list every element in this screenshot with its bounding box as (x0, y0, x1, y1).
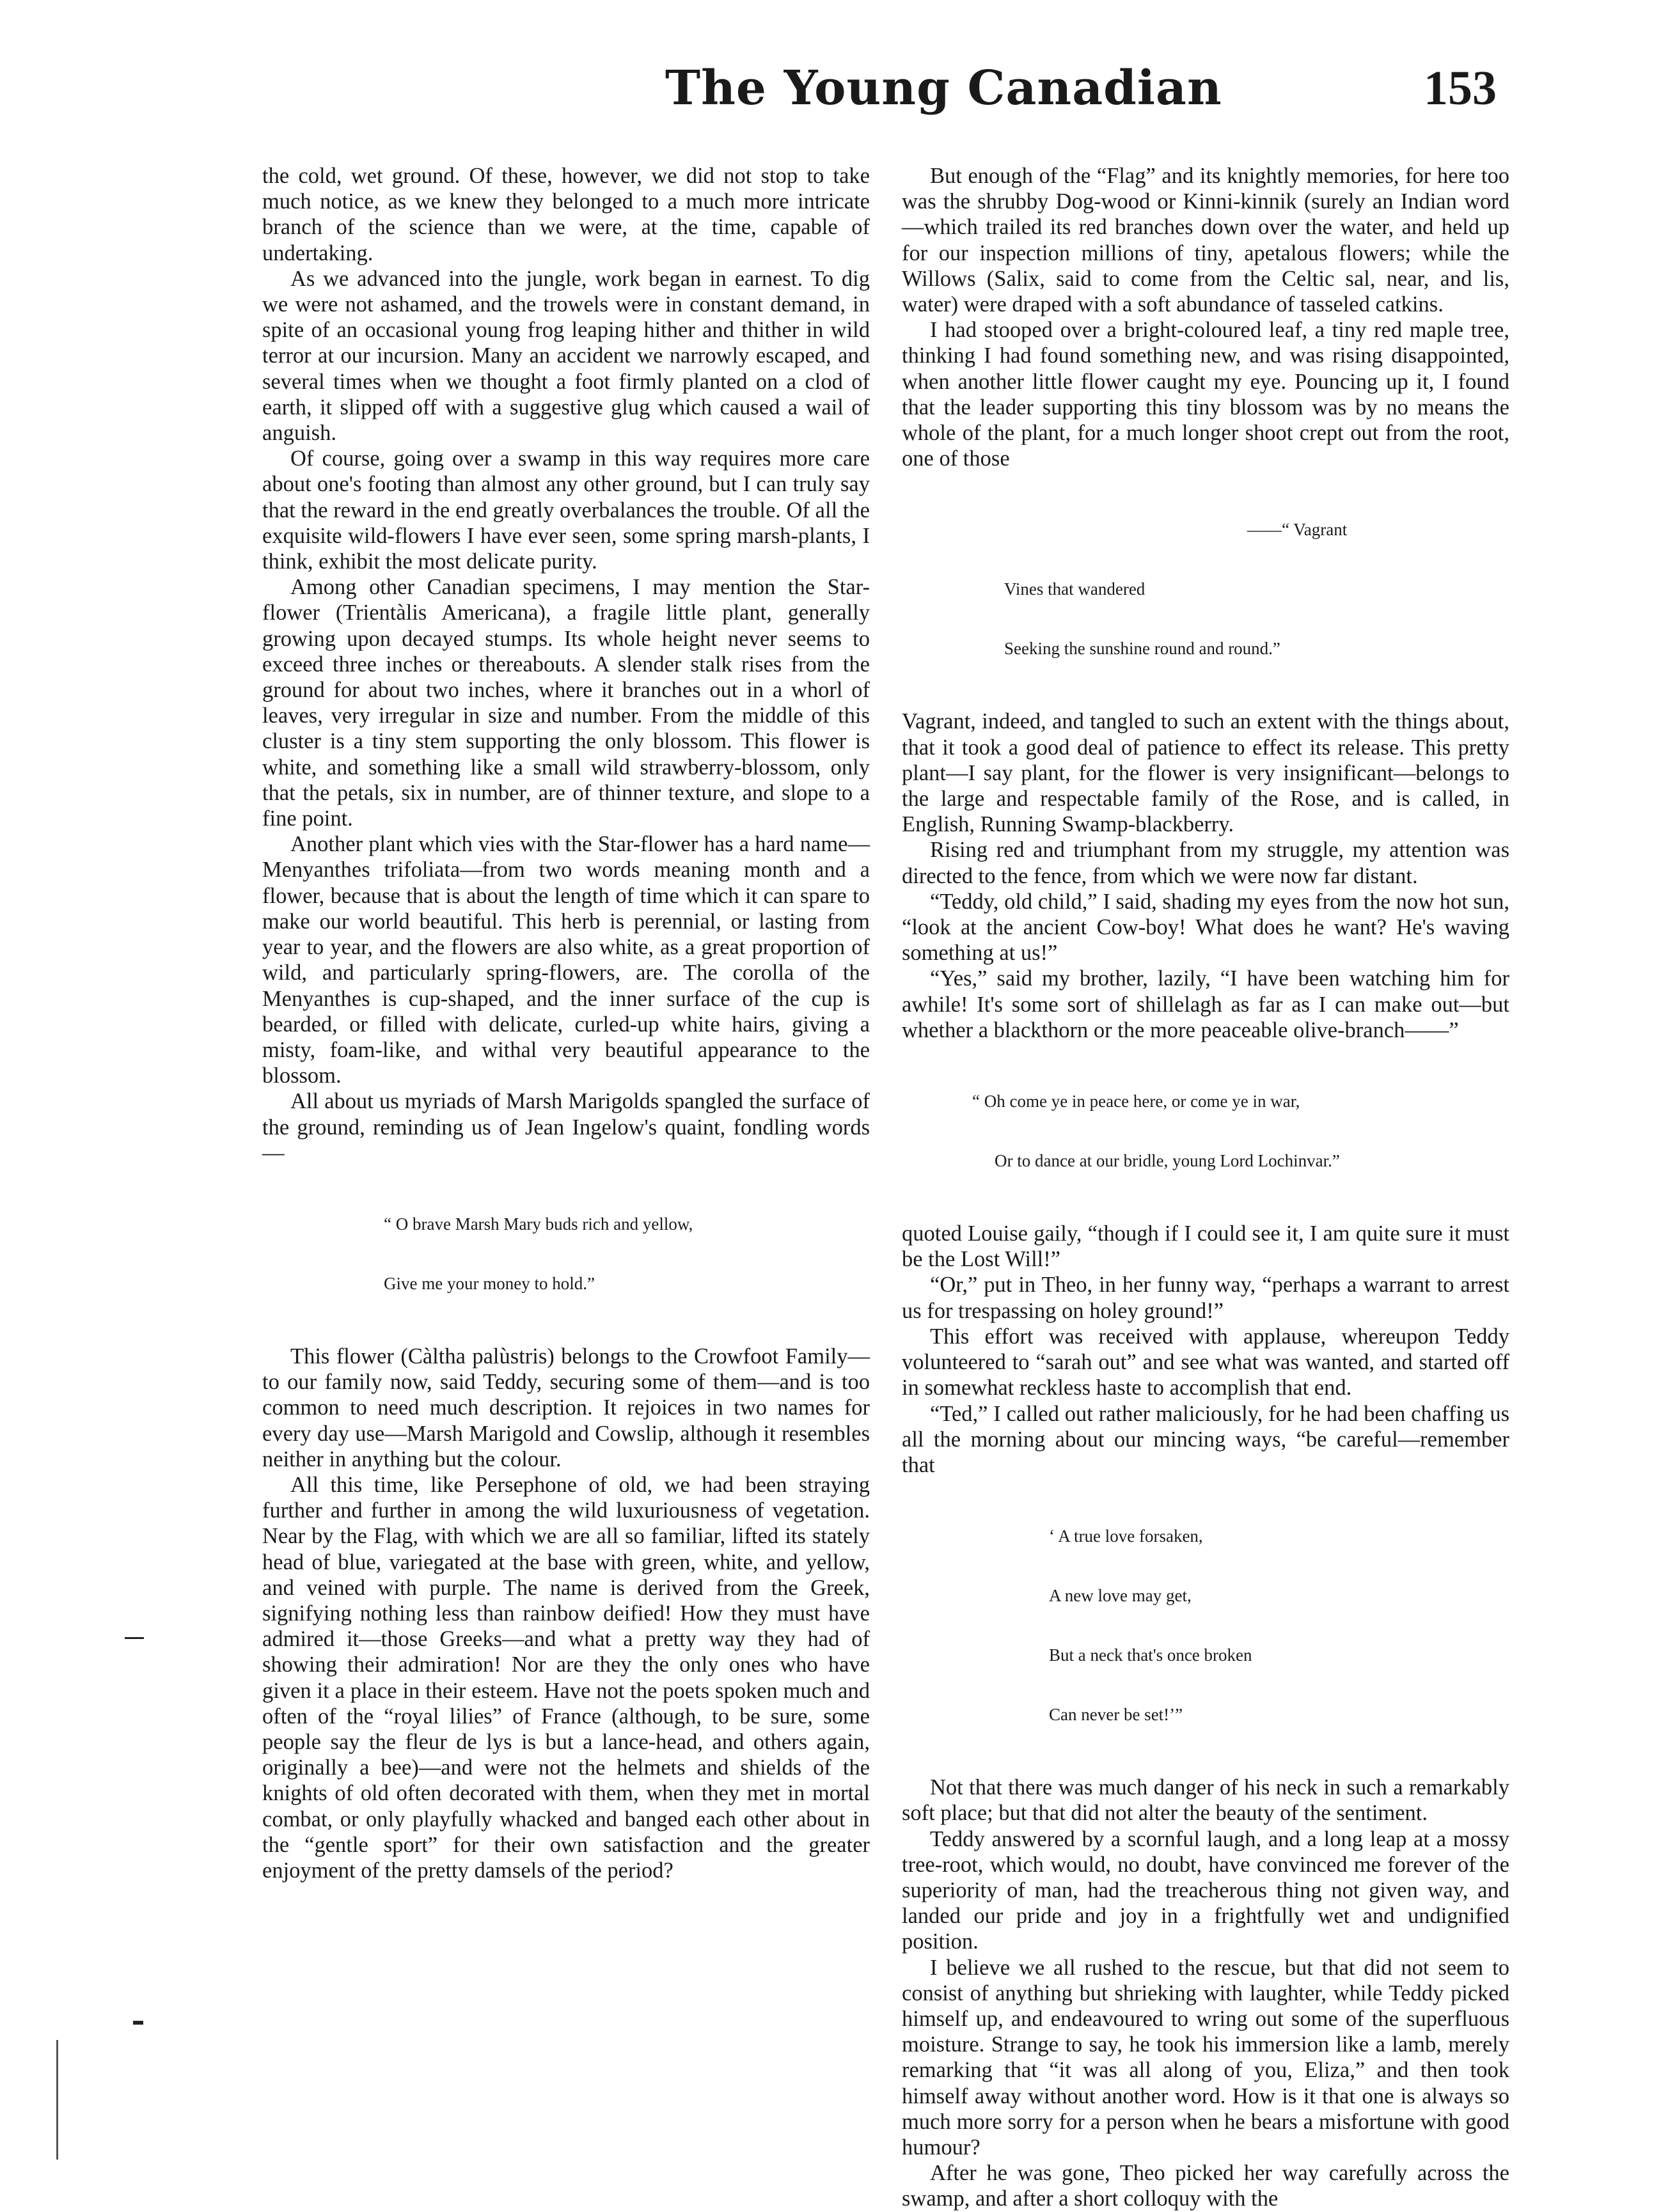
paragraph: Among other Canadian specimens, I may mention the Star-flower (Trientàlis Americana), a fragile little plant, generally growing upon decayed stumps. Its whole height never seems to exceed three inches or thereabouts. A slender stalk rises from the ground for about two inches, where it branches out in a whorl of leaves, very irregular in size and number. From the middle of this cluster is a tiny stem supporting the only blossom. This flower is white, and something like a small wild strawberry-blossom, only that the petals, six in number, are of thinner texture, and slope to a fine point. (262, 575, 870, 831)
paragraph: “Or,” put in Theo, in her funny way, “perhaps a warrant to arrest us for trespassing on holey ground!” (902, 1273, 1509, 1323)
paragraph: This effort was received with applause, whereupon Teddy volunteered to “sarah out” and see what was wanted, and started off in somewhat reckless haste to accomplish that end. (902, 1324, 1509, 1400)
verse-line: A new love may get, (1049, 1586, 1192, 1606)
left-column (262, 163, 870, 1883)
paragraph: Of course, going over a swamp in this way requires more care about one's footing than almost any other ground, but I can truly say that the reward in the end greatly overbalances the trouble. Of all the exquisite wild-flowers I have ever seen, some spring marsh-plants, I think, exhibit the most delicate purity. (262, 446, 870, 574)
scan-mark (56, 2040, 58, 2160)
verse-line: Seeking the sunshine round and round.” (1004, 639, 1280, 659)
paragraph: But enough of the “Flag” and its knightly memories, for here too was the shrubby Dog-wood or Kinni-kinnik (surely an Indian word—which trailed its red branches down over the water, and held up for our inspection millions of tiny, apetalous flowers; while the Willows (Salix, said to come from the Celtic sal, near, and lis, water) were draped with a soft abundance of tasseled catkins. (902, 164, 1509, 317)
verse-line: “ O brave Marsh Mary buds rich and yellow, (384, 1214, 693, 1234)
verse-quote (262, 1175, 870, 1333)
page-number: 153 (1424, 61, 1497, 115)
verse-line: ——“ Vagrant (1247, 520, 1348, 540)
paragraph: quoted Louise gaily, “though if I could see it, I am quite sure it must be the Lost Will!” (902, 1221, 1509, 1272)
paragraph: Teddy answered by a scornful laugh, and a long leap at a mossy tree-root, which would, no doubt, have convinced me forever of the superiority of man, had the treacherous thing not given way, and landed our pride and joy in a frightfully wet and undignified position. (902, 1826, 1509, 1954)
paragraph: This flower (Càltha palùstris) belongs to the Crowfoot Family—to our family now, said Teddy, securing some of them—and is too common to need much description. It rejoices in two names for every day use—Marsh Marigold and Cowslip, although it resembles neither in anything but the colour. (262, 1344, 870, 1471)
page-header (256, 61, 1503, 137)
paragraph: After he was gone, Theo picked her way carefully across the swamp, and after a short colloquy with the (902, 2161, 1509, 2211)
verse-line: Can never be set!’” (1049, 1705, 1183, 1725)
scan-mark (125, 1637, 144, 1639)
paragraph: All this time, like Persephone of old, we had been straying further and further in among the wild luxuriousness of vegetation. Near by the Flag, with which we are all so familiar, lifted its stately head of blue, variegated at the base with green, white, and yellow, and veined with purple. The name is derived from the Greek, signifying nothing less than rainbow deified! How they must have admired it—those Greeks—and what a pretty way they had of showing their admiration! Nor are they the only ones who have given it a place in their esteem. Have not the poets spoken much and often of the “royal lilies” of France (although, to be sure, some people say the fleur de lys is but a lance-head, and others again, originally a bee)—and were not the helmets and shields of the knights of old often decorated with them, when they met in mortal combat, or only playfully whacked and banged each other about in the “gentle sport” for their own satisfaction and the greater enjoyment of the pretty damsels of the period? (262, 1472, 870, 1883)
verse-line: Give me your money to hold.” (384, 1273, 595, 1293)
paragraph: As we advanced into the jungle, work began in earnest. To dig we were not ashamed, and the trowels were in constant demand, in spite of an occasional young frog leaping hither and thither in wild terror at our incursion. Many an accident we narrowly escaped, and several times when we thought a foot firmly planted on a clod of earth, it slipped off with a suggestive glug which caused a wail of anguish. (262, 266, 870, 446)
verse-line: Or to dance at our bridle, young Lord Lochinvar.” (995, 1151, 1340, 1171)
verse-quote (902, 1487, 1509, 1764)
scan-mark (133, 2021, 143, 2025)
right-column (902, 163, 1509, 2212)
paragraph: Not that there was much danger of his neck in such a remarkably soft place; but that did not alter the beauty of the sentiment. (902, 1775, 1509, 1826)
paragraph: Vagrant, indeed, and tangled to such an extent with the things about, that it took a good deal of patience to effect its release. This pretty plant—I say plant, for the flower is very insignificant—belongs to the large and respectable family of the Rose, and is called, in English, Running Swamp-blackberry. (902, 709, 1509, 837)
verse-line: ‘ A true love forsaken, (1049, 1526, 1203, 1546)
paragraph: the cold, wet ground. Of these, however, we did not stop to take much notice, as we knew they belonged to a much more intricate branch of the science than we were, at the time, capable of undertaking. (262, 164, 870, 265)
verse-line: Vines that wandered (1004, 579, 1146, 599)
paragraph: I had stooped over a bright-coloured leaf, a tiny red maple tree, thinking I had found something new, and was rising disappointed, when another little flower caught my eye. Pouncing up it, I found that the leader supporting this tiny blossom was by no means the whole of the plant, for a much longer shoot crept out from the root, one of those (902, 318, 1509, 471)
paragraph: “Yes,” said my brother, lazily, “I have been watching him for awhile! It's some sort of shillelagh as far as I can make out—but whether a blackthorn or the more peaceable olive-branch——” (902, 966, 1509, 1042)
verse-line: “ Oh come ye in peace here, or come ye in war, (972, 1092, 1300, 1111)
paragraph: Another plant which vies with the Star-flower has a hard name—Menyanthes trifoliata—from two words meaning month and a flower, because that is about the length of time which it can spare to make our world beautiful. This herb is perennial, or lasting from year to year, and the flowers are also white, as a great proportion of wild, and particularly spring-flowers, are. The corolla of the Menyanthes is cup-shaped, and the inner surface of the cup is bearded, or filled with delicate, curled-up white hairs, giving a misty, foam-like, and withal very beautiful appearance to the blossom. (262, 832, 870, 1088)
paragraph: I believe we all rushed to the rescue, but that did not seem to consist of anything but shrieking with laughter, while Teddy picked himself up, and endeavoured to wring out some of the superfluous moisture. Strange to say, he took his immersion like a lamb, merely remarking that “it was all along of you, Eliza,” and then took himself away without another word. How is it that one is always so much more sorry for a person when he bears a misfortune with good humour? (902, 1955, 1509, 2160)
paragraph: Rising red and triumphant from my struggle, my attention was directed to the fence, from which we were now far distant. (902, 838, 1509, 888)
paragraph: “Teddy, old child,” I said, shading my eyes from the now hot sun, “look at the ancient Cow-boy! What does he want? He's waving something at us!” (902, 889, 1509, 966)
verse-line: But a neck that's once broken (1049, 1645, 1252, 1665)
verse-quote (902, 1052, 1509, 1211)
verse-quote (902, 480, 1509, 698)
running-title: The Young Canadian (665, 61, 1222, 116)
paragraph: “Ted,” I called out rather maliciously, for he had been chaffing us all the morning about our mincing ways, “be careful—remember that (902, 1401, 1509, 1477)
paragraph: All about us myriads of Marsh Marigolds spangled the surface of the ground, reminding us of Jean Ingelow's quaint, fondling words— (262, 1089, 870, 1165)
